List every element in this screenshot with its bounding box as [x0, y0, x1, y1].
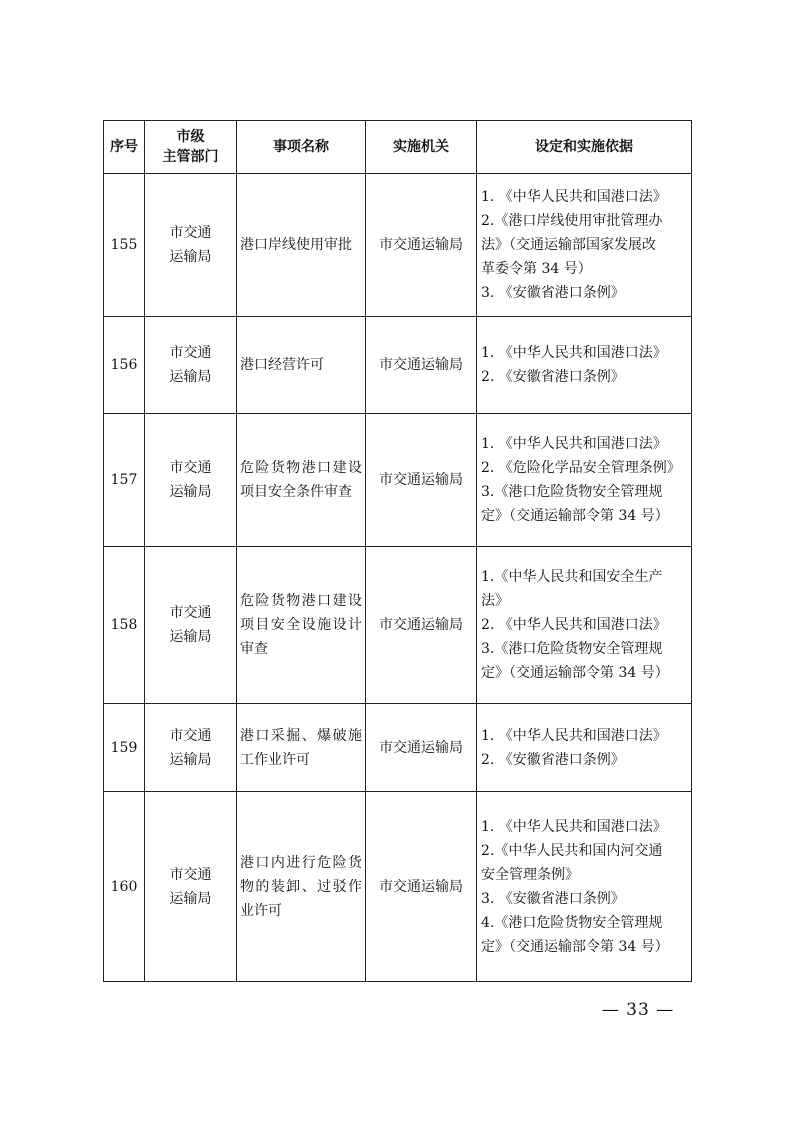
basis-cell: [477, 792, 692, 982]
header-dept-line1: 市级: [176, 129, 205, 145]
items-table: [103, 120, 692, 982]
header-basis: 设定和实施依据: [477, 121, 692, 174]
agency-cell: 市交通运输局: [366, 174, 477, 317]
basis-line: 2. 《安徽省港口条例》: [481, 751, 625, 768]
header-no: 序号: [104, 121, 145, 174]
agency-cell: 市交通运输局: [366, 792, 477, 982]
item-name: 港口岸线使用审批: [237, 174, 366, 317]
basis-line: 2.《港口岸线使用审批管理办: [481, 213, 663, 229]
dept-line: 市交通: [169, 460, 212, 476]
basis-line: 法》（交通运输部国家发展改: [481, 237, 656, 253]
basis-line: 法》: [481, 593, 509, 609]
basis-line: 2.《中华人民共和国内河交通: [481, 842, 663, 859]
row-number: 159: [104, 704, 145, 792]
dept-line: 运输局: [169, 629, 212, 645]
table-row: [104, 704, 692, 792]
basis-line: 1.《中华人民共和国安全生产: [481, 569, 663, 585]
basis-line: 定》（交通运输部令第 34 号）: [481, 665, 669, 681]
dept-cell: [145, 547, 237, 704]
item-name: 危险货物港口建设项目安全设施设计审查: [237, 547, 366, 704]
dept-cell: [145, 792, 237, 982]
dept-line: 运输局: [169, 890, 212, 907]
basis-line: 1. 《中华人民共和国港口法》: [481, 727, 667, 744]
basis-line: 2. 《危险化学品安全管理条例》: [481, 460, 681, 476]
dept-cell: [145, 414, 237, 547]
table-row: [104, 174, 692, 317]
agency-cell: 市交通运输局: [366, 704, 477, 792]
dept-line: 运输局: [169, 751, 212, 768]
dept-cell: [145, 174, 237, 317]
header-dept-line2: 主管部门: [162, 149, 219, 165]
basis-cell: [477, 317, 692, 414]
row-number: 158: [104, 547, 145, 704]
basis-cell: [477, 414, 692, 547]
basis-line: 1. 《中华人民共和国港口法》: [481, 345, 667, 361]
row-number: 157: [104, 414, 145, 547]
item-name: 危险货物港口建设项目安全条件审查: [237, 414, 366, 547]
table-row: [104, 414, 692, 547]
basis-line: 革委令第 34 号）: [481, 261, 592, 277]
item-name: 港口采掘、爆破施工作业许可: [237, 704, 366, 792]
dept-cell: [145, 704, 237, 792]
table-row: [104, 317, 692, 414]
dept-line: 市交通: [169, 727, 212, 744]
agency-cell: 市交通运输局: [366, 547, 477, 704]
header-row: [104, 121, 692, 174]
dept-line: 运输局: [169, 249, 212, 265]
dept-line: 市交通: [169, 866, 212, 883]
agency-cell: 市交通运输局: [366, 317, 477, 414]
header-name: 事项名称: [237, 121, 366, 174]
basis-line: 定》（交通运输部令第 34 号）: [481, 508, 669, 524]
dept-line: 市交通: [169, 345, 212, 361]
basis-line: 2. 《中华人民共和国港口法》: [481, 617, 667, 633]
basis-cell: [477, 547, 692, 704]
header-agency: 实施机关: [366, 121, 477, 174]
basis-cell: [477, 174, 692, 317]
basis-line: 3.《港口危险货物安全管理规: [481, 641, 663, 657]
item-name: 港口经营许可: [237, 317, 366, 414]
row-number: 156: [104, 317, 145, 414]
basis-line: 3. 《安徽省港口条例》: [481, 285, 625, 301]
row-number: 160: [104, 792, 145, 982]
table-row: [104, 792, 692, 982]
dept-line: 运输局: [169, 484, 212, 500]
dept-cell: [145, 317, 237, 414]
agency-cell: 市交通运输局: [366, 414, 477, 547]
basis-line: 1. 《中华人民共和国港口法》: [481, 189, 667, 205]
row-number: 155: [104, 174, 145, 317]
basis-line: 4.《港口危险货物安全管理规: [481, 914, 663, 931]
basis-line: 安全管理条例》: [481, 866, 579, 883]
basis-cell: [477, 704, 692, 792]
basis-line: 1. 《中华人民共和国港口法》: [481, 818, 667, 835]
basis-line: 定》（交通运输部令第 34 号）: [481, 938, 669, 955]
dept-line: 市交通: [169, 225, 212, 241]
basis-line: 1. 《中华人民共和国港口法》: [481, 436, 667, 452]
basis-line: 3.《港口危险货物安全管理规: [481, 484, 663, 500]
basis-line: 3. 《安徽省港口条例》: [481, 890, 625, 907]
page-number: — 33 —: [601, 1000, 675, 1020]
table-row: [104, 547, 692, 704]
header-dept: [145, 121, 237, 174]
basis-line: 2. 《安徽省港口条例》: [481, 369, 625, 385]
dept-line: 市交通: [169, 605, 212, 621]
dept-line: 运输局: [169, 369, 212, 385]
item-name: 港口内进行危险货物的装卸、过驳作业许可: [237, 792, 366, 982]
